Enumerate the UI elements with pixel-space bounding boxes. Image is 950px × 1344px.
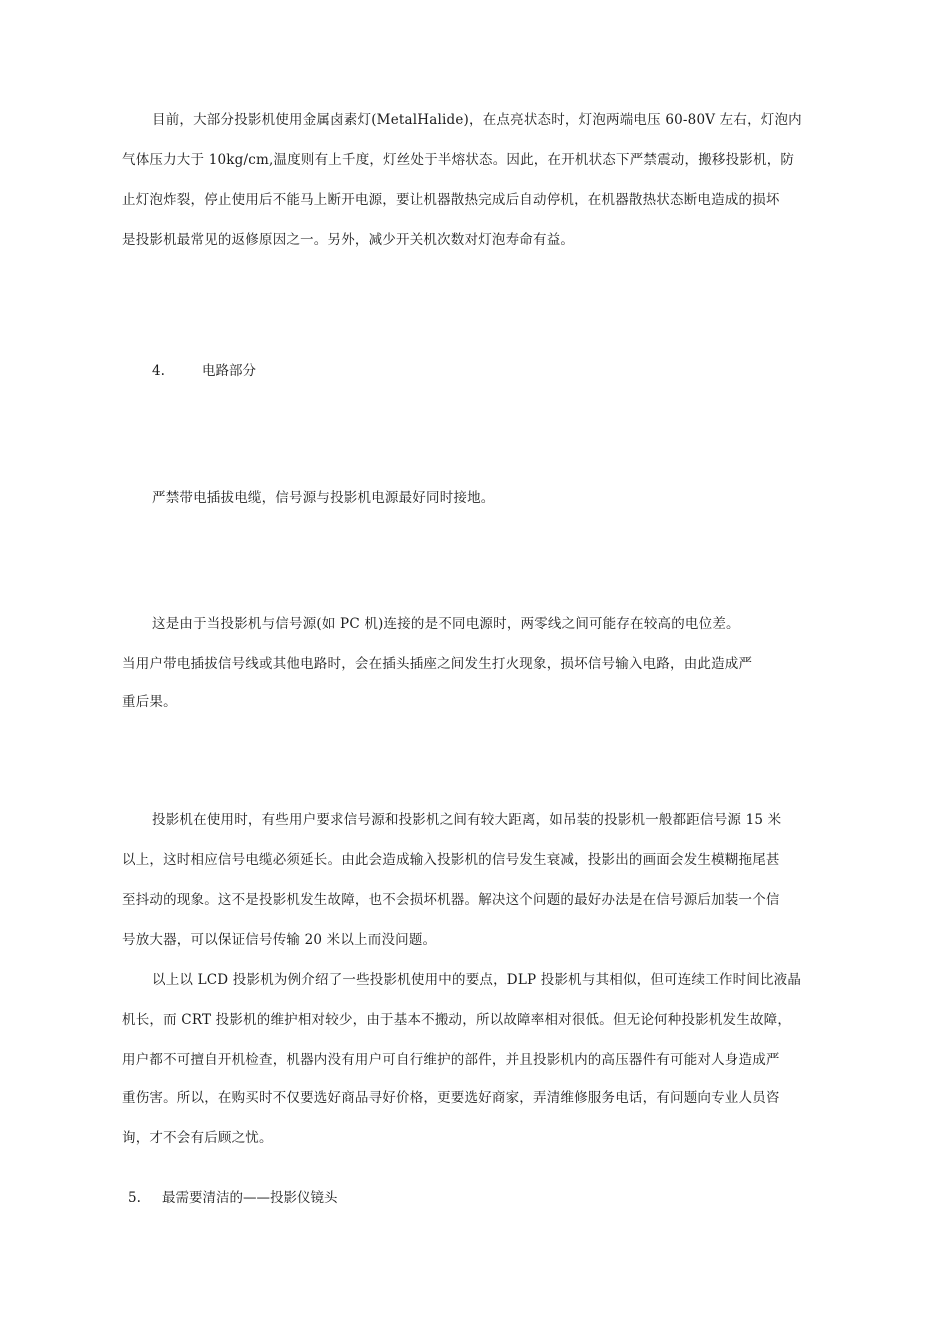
section-number: 5.	[128, 1190, 141, 1206]
text-line: 以上以 LCD 投影机为例介绍了一些投影机使用中的要点，DLP 投影机与其相似，但可连续工作时间比液晶	[152, 972, 802, 988]
text-line: 至抖动的现象。这不是投影机发生故障，也不会损坏机器。解决这个问题的最好办法是在信号源后加装一个信	[122, 892, 780, 908]
text-line: 号放大器，可以保证信号传输 20 米以上而没问题。	[122, 932, 437, 948]
section-number: 4.	[152, 363, 165, 379]
text-line: 询，才不会有后顾之忧。	[122, 1130, 273, 1146]
text-line: 重后果。	[122, 694, 177, 710]
section-heading-5	[128, 1186, 338, 1206]
text-line: 以上，这时相应信号电缆必须延长。由此会造成输入投影机的信号发生衰减，投影出的画面会发生模糊拖尾甚	[122, 852, 780, 868]
text-line: 当用户带电插拔信号线或其他电路时，会在插头插座之间发生打火现象，损坏信号输入电路，由此造成严	[122, 656, 753, 672]
text-line: 气体压力大于 10kg/cm,温度则有上千度，灯丝处于半熔状态。因此，在开机状态下严禁震动，搬移投影机，防	[122, 152, 795, 168]
text-line: 严禁带电插拔电缆，信号源与投影机电源最好同时接地。	[152, 490, 495, 506]
text-line: 这是由于当投影机与信号源(如 PC 机)连接的是不同电源时，两零线之间可能存在较高的电位差。	[152, 616, 740, 632]
text-line: 机长，而 CRT 投影机的维护相对较少，由于基本不搬动，所以故障率相对很低。但无论何种投影机发生故障，	[122, 1012, 792, 1028]
text-line: 重伤害。所以，在购买时不仅要选好商品寻好价格，更要选好商家，弄清维修服务电话，有问题向专业人员咨	[122, 1090, 780, 1106]
text-line: 用户都不可擅自开机检查，机器内没有用户可自行维护的部件，并且投影机内的高压器件有可能对人身造成严	[122, 1052, 780, 1068]
text-line: 是投影机最常见的返修原因之一。另外，减少开关机次数对灯泡寿命有益。	[122, 232, 575, 248]
section-title: 电路部分	[202, 363, 256, 379]
text-line: 止灯泡炸裂，停止使用后不能马上断开电源，要让机器散热完成后自动停机，在机器散热状态断电造成的损坏	[122, 192, 780, 208]
text-line: 投影机在使用时，有些用户要求信号源和投影机之间有较大距离，如吊装的投影机一般都距信号源 15 米	[152, 812, 782, 828]
text-line: 目前，大部分投影机使用金属卤素灯(MetalHalide)，在点亮状态时，灯泡两端电压 60-80V 左右，灯泡内	[152, 112, 802, 128]
section-heading-4	[152, 359, 256, 379]
section-title: 最需要清洁的——投影仪镜头	[162, 1190, 338, 1206]
